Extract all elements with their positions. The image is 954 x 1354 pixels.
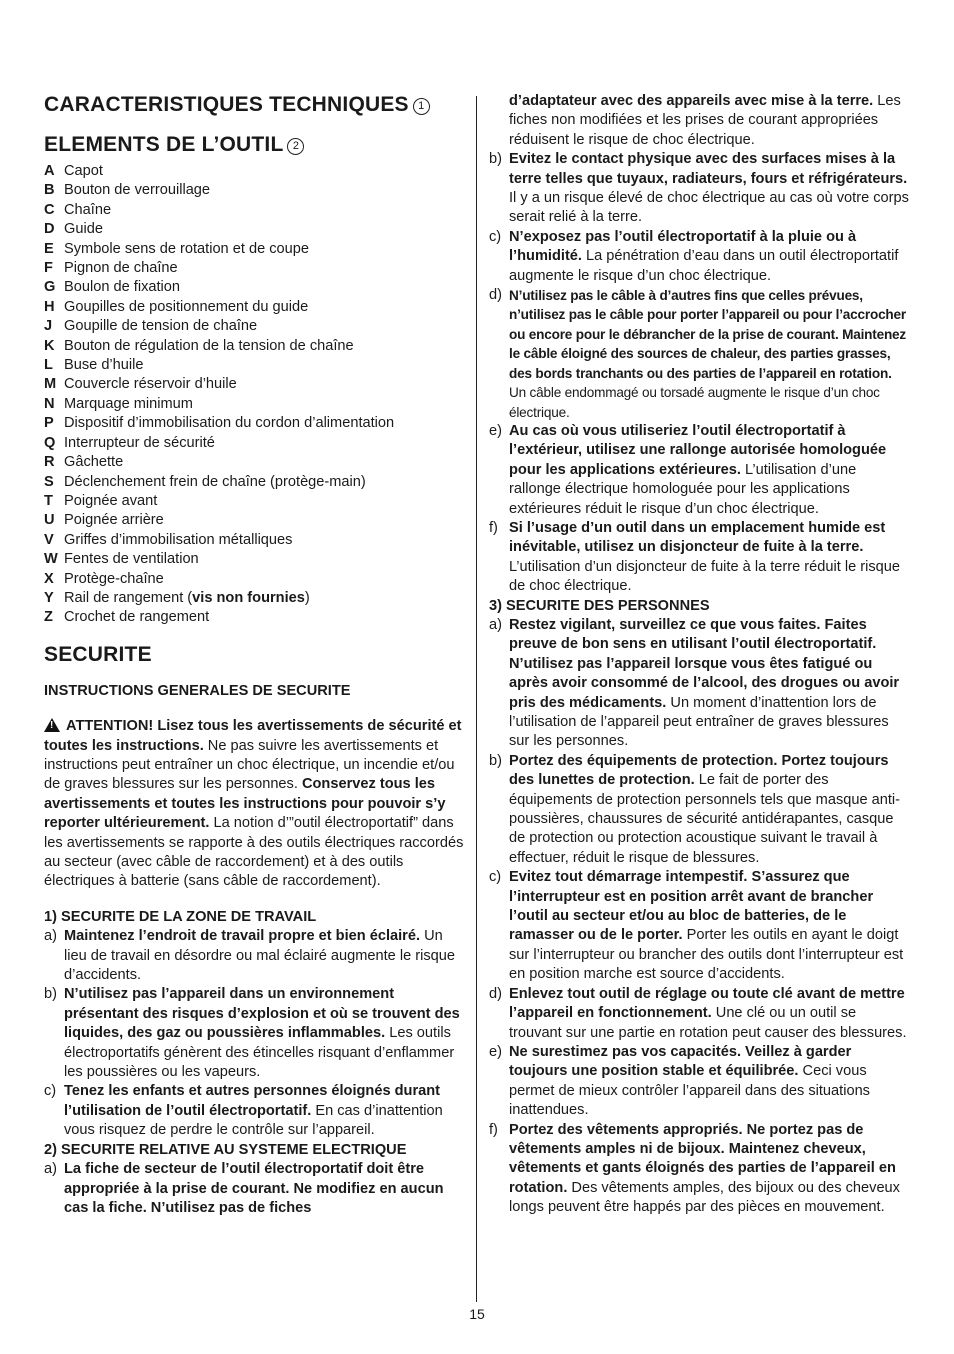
list-item: e) Ne surestimez pas vos capacités. Veillez à garder toujours une position stable et équilibrée. Ceci vous permet de mieux contrôler l’appareil dans des situations inattendues. [489,1043,870,1119]
element-label: Gâchette [64,454,124,471]
element-label: Capot [64,163,103,179]
element-key: X [44,570,54,587]
figure-ref-1: 1 [413,98,430,115]
element-key: G [44,279,56,296]
element-key: J [44,318,53,335]
section-1-items [44,927,464,1140]
list-item: b) N’utilisez pas l’appareil dans un environnement présentant des risques d’explosion et où se trouvent des liquides, des gaz ou poussières inflammables. Les outils électroportatifs génèrent des étincelles risquant d’enflammer les poussières ou les vapeurs. [44,986,460,1081]
element-item [44,453,464,472]
element-item [44,220,464,239]
section-1-title: 1) SECURITE DE LA ZONE DE TRAVAIL [44,908,317,925]
element-key: Y [44,589,54,606]
list-item: c) N’exposez pas l’outil électroportatif à la pluie ou à l’humidité. La pénétration d’eau dans un outil électroportatif augmente le risque d’un choc électrique. [489,228,899,284]
element-key: P [44,415,54,432]
element-label: Buse d’huile [64,357,144,374]
element-item [44,259,464,278]
left-column [44,92,464,1218]
column-divider [476,96,477,1302]
element-key: N [44,395,55,412]
element-item [44,589,464,608]
element-item [44,531,464,550]
element-item [44,550,464,569]
element-label: Déclenchement frein de chaîne (protège-main) [64,473,366,490]
element-label: Fentes de ventilation [64,551,199,568]
figure-ref-2: 2 [287,138,304,155]
element-item [44,414,464,433]
section-2-items [489,150,911,596]
element-item [44,608,464,627]
element-label: Interrupteur de sécurité [64,434,215,451]
list-item: b) Evitez le contact physique avec des surfaces mises à la terre telles que tuyaux, radiateurs, fours et réfrigérateurs. Il y a un risque élevé de choc électrique au cas où votre corps serait relié à la terre. [489,151,909,226]
element-item [44,337,464,356]
element-label: Bouton de régulation de la tension de chaîne [64,337,354,354]
list-item: c) Evitez tout démarrage intempestif. S’assurez que l’interrupteur est en position arrêt avant de brancher l’outil au secteur et/ou au bloc de batteries, de le ramasser ou de le porter. Porter les outils en ayant le doigt sur l’interrupteur ou brancher des outils dont l’interrupteur est en position marche est source d’accidents. [489,869,904,983]
element-label: Symbole sens de rotation et de coupe [64,240,310,257]
element-item [44,240,464,259]
element-key: H [44,298,55,315]
element-label: Goupilles de positionnement du guide [64,298,309,315]
list-item: a) Restez vigilant, surveillez ce que vous faites. Faites preuve de bon sens en utilisant l’outil électroportatif. N’utilisez pas l’appareil lorsque vous êtes fatigué ou après avoir consommé de l’alcool, des drogues ou avoir pris des médicaments. Un moment d’inattention lors de l’utilisation de l’appareil peut entraîner de graves blessures sur les personnes. [489,616,900,750]
element-key: M [44,376,57,393]
section-2-title: 2) SECURITE RELATIVE AU SYSTEME ELECTRIQUE [44,1141,407,1158]
element-item [44,181,464,200]
element-label: Bouton de verrouillage [64,182,211,199]
element-key: K [44,337,55,354]
warning-icon [44,718,60,732]
element-label: Goupille de tension de chaîne [64,318,258,335]
element-key: Q [44,434,56,451]
element-label: Pignon de chaîne [64,260,178,277]
list-item: e) Au cas où vous utiliseriez l’outil électroportatif à l’extérieur, utilisez une rallonge autorisée homologuée pour les applications extérieures. L’utilisation d’une rallonge électrique homologuée pour les applications extérieures réduit le risque d’un choc électrique. [489,422,887,517]
element-key: C [44,201,55,218]
element-item [44,434,464,453]
list-item: d) Enlevez tout outil de réglage ou toute clé avant de mettre l’appareil en fonctionnement. Une clé ou un outil se trouvant sur une partie en rotation peut causer des blessures. [489,985,907,1041]
elements-list [44,162,464,628]
element-item [44,162,464,181]
element-item [44,375,464,394]
element-label: Marquage minimum [64,395,193,412]
element-key: S [44,473,54,490]
list-item: a) Maintenez l’endroit de travail propre et bien éclairé. Un lieu de travail en désordre ou mal éclairé augmente le risque d’accidents. [44,928,456,984]
list-item: c) Tenez les enfants et autres personnes éloignés durant l’utilisation de l’outil électroportatif. En cas d’inattention vous risquez de perdre le contrôle sur l’appareil. [44,1083,443,1139]
element-label: Griffes d’immobilisation métalliques [64,531,293,548]
element-label: Dispositif d’immobilisation du cordon d’alimentation [64,415,395,432]
element-item [44,570,464,589]
element-item [44,317,464,336]
element-key: F [44,260,53,277]
element-label: Poignée arrière [64,512,164,529]
element-key: A [44,163,55,179]
element-item [44,395,464,414]
element-item [44,201,464,220]
element-key: E [44,240,54,257]
element-key: D [44,221,55,238]
heading-tool-elements: ELEMENTS DE L’OUTIL 2 [44,132,464,158]
attention-paragraph: !ATTENTION! Lisez tous les avertissements de sécurité et toutes les instructions. Ne pas suivre les avertissements et instructions peut entraîner un choc électrique, un incendie et/ou de graves blessures sur les personnes. Conservez tous les avertissements et toutes les instructions pour pouvoir s’y reporter ultérieurement. La notion d’”outil électroportatif” dans les avertissements se rapporte à des outils électriques raccordés au secteur (avec câble de raccordement) et à des outils électriques à batterie (sans câble de raccordement). [44,717,464,892]
element-item [44,473,464,492]
list-item-continuation: d’adaptateur avec des appareils avec mise à la terre. Les fiches non modifiées et les prises de courant appropriées réduisent le risque de choc électrique. [509,93,901,148]
page-number: 15 [469,1306,485,1322]
element-item [44,298,464,317]
element-key: B [44,182,55,199]
list-item: f) Portez des vêtements appropriés. Ne portez pas de vêtements amples ni de bijoux. Maintenez cheveux, vêtements et gants éloignés des parties de l’appareil en rotation. Des vêtements amples, des bijoux ou des cheveux longs peuvent être happés par des pièces en mouvement. [489,1121,900,1216]
element-label: Crochet de rangement [64,609,210,626]
element-label: Boulon de fixation [64,279,181,296]
element-item [44,356,464,375]
element-item [44,511,464,530]
element-key: V [44,531,54,548]
list-item: d) N’utilisez pas le câble à d’autres fins que celles prévues, n’utilisez pas le câble pour porter l’appareil ou pour l’accrocher ou encore pour le débrancher de la prise de courant. Maintenez le câble éloigné des sources de chaleur, des parties grasses, des bords tranchants ou des parties de l’appareil en rotation. Un câble endommagé ou torsadé augmente le risque d’un choc électrique. [489,287,907,420]
instructions-heading: INSTRUCTIONS GENERALES DE SECURITE [44,682,351,699]
element-label: Rail de rangement (vis non fournies) [64,589,310,606]
section-3-title: 3) SECURITE DES PERSONNES [489,597,710,614]
list-item: a) La fiche de secteur de l’outil électroportatif doit être appropriée à la prise de courant. Ne modifiez en aucun cas la fiche. N’utilisez pas de fiches [44,1161,444,1216]
heading-technical-specs: CARACTERISTIQUES TECHNIQUES 1 [44,92,464,118]
element-key: L [44,357,53,374]
element-key: T [44,492,53,509]
element-key: W [44,551,58,568]
element-item [44,278,464,297]
element-label: Protège-chaîne [64,570,164,587]
element-label: Poignée avant [64,492,158,509]
element-label: Guide [64,221,103,238]
element-key: Z [44,609,53,626]
element-key: U [44,512,55,529]
element-key: R [44,454,55,471]
right-column [489,92,911,1218]
heading-securite: SECURITE [44,642,152,666]
section-3-items [489,616,911,1218]
element-label: Couvercle réservoir d’huile [64,376,237,393]
element-label: Chaîne [64,201,112,218]
element-item [44,492,464,511]
list-item: f) Si l’usage d’un outil dans un emplacement humide est inévitable, utilisez un disjoncteur de fuite à la terre. L’utilisation d’un disjoncteur de fuite à la terre réduit le risque de choc électrique. [489,519,901,595]
list-item: b) Portez des équipements de protection. Portez toujours des lunettes de protection. Le fait de porter des équipements de protection personnels tels que masque anti-poussières, chaussures de sécurité antidérapantes, casque de protection ou protection acoustique suivant le travail à effectuer, réduit le risque de blessures. [489,752,901,866]
